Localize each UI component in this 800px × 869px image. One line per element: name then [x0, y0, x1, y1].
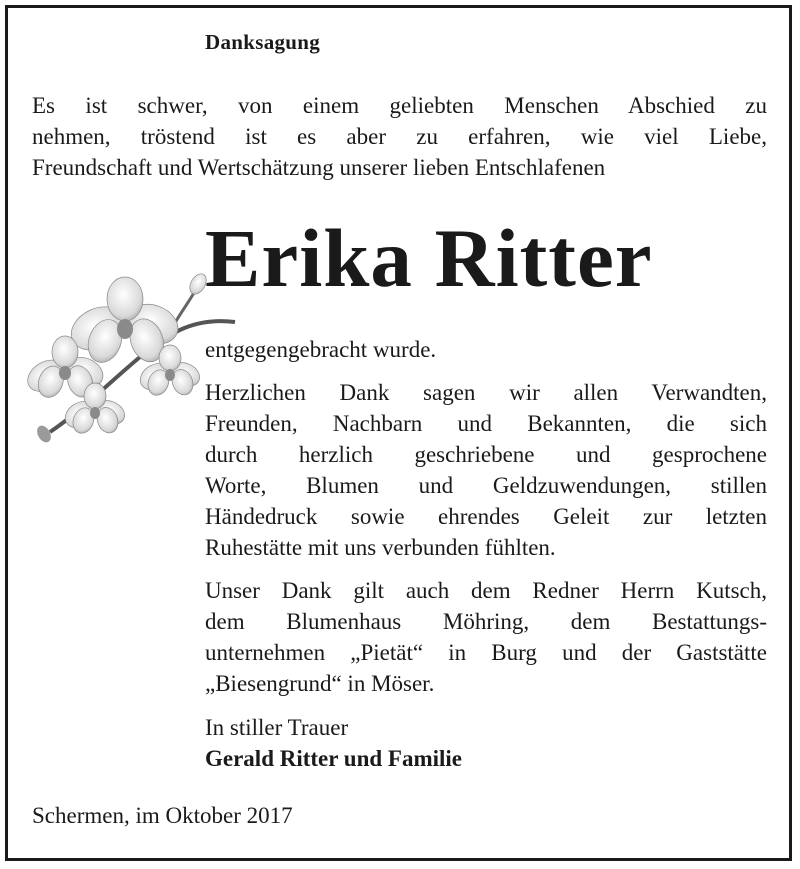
place-date: Schermen, im Oktober 2017: [32, 803, 293, 828]
paragraph1-line: Händedruck sowie ehrendes Geleit zur letzten: [205, 504, 767, 529]
paragraph1-line: durch herzlich geschriebene und gesprochene: [205, 442, 767, 467]
paragraph2-line: „Biesengrund“ in Möser.: [205, 671, 435, 696]
intro-line: nehmen, tröstend ist es aber zu erfahren, wie viel Liebe,: [32, 124, 767, 149]
signatory: Gerald Ritter und Familie: [205, 746, 463, 771]
continuation-line: entgegengebracht wurde.: [205, 337, 437, 362]
body-text: [205, 334, 767, 699]
closing-phrase: In stiller Trauer: [205, 715, 349, 740]
paragraph1-line: Freunden, Nachbarn und Bekannten, die sich: [205, 411, 767, 436]
paragraph2-line: dem Blumenhaus Möhring, dem Bestattungs-: [205, 609, 767, 634]
signature-block: [205, 712, 462, 774]
paragraph1-line: Worte, Blumen und Geldzuwendungen, stillen: [205, 473, 767, 498]
intro-line: Freundschaft und Wertschätzung unserer lieben Entschlafenen: [32, 155, 606, 180]
notice-heading: Danksagung: [205, 30, 321, 54]
paragraph-gap: [205, 365, 767, 377]
paragraph2-line: Unser Dank gilt auch dem Redner Herrn Kutsch,: [205, 578, 767, 603]
paragraph1-line: Ruhestätte mit uns verbunden fühlten.: [205, 535, 556, 560]
deceased-name: Erika Ritter: [205, 212, 653, 304]
intro-line: Es ist schwer, von einem geliebten Menschen Abschied zu: [32, 93, 767, 118]
intro-paragraph: [32, 90, 767, 183]
paragraph-gap: [205, 563, 767, 575]
paragraph1-line: Herzlichen Dank sagen wir allen Verwandten,: [205, 380, 767, 405]
paragraph2-line: unternehmen „Pietät“ in Burg und der Gaststätte: [205, 640, 767, 665]
